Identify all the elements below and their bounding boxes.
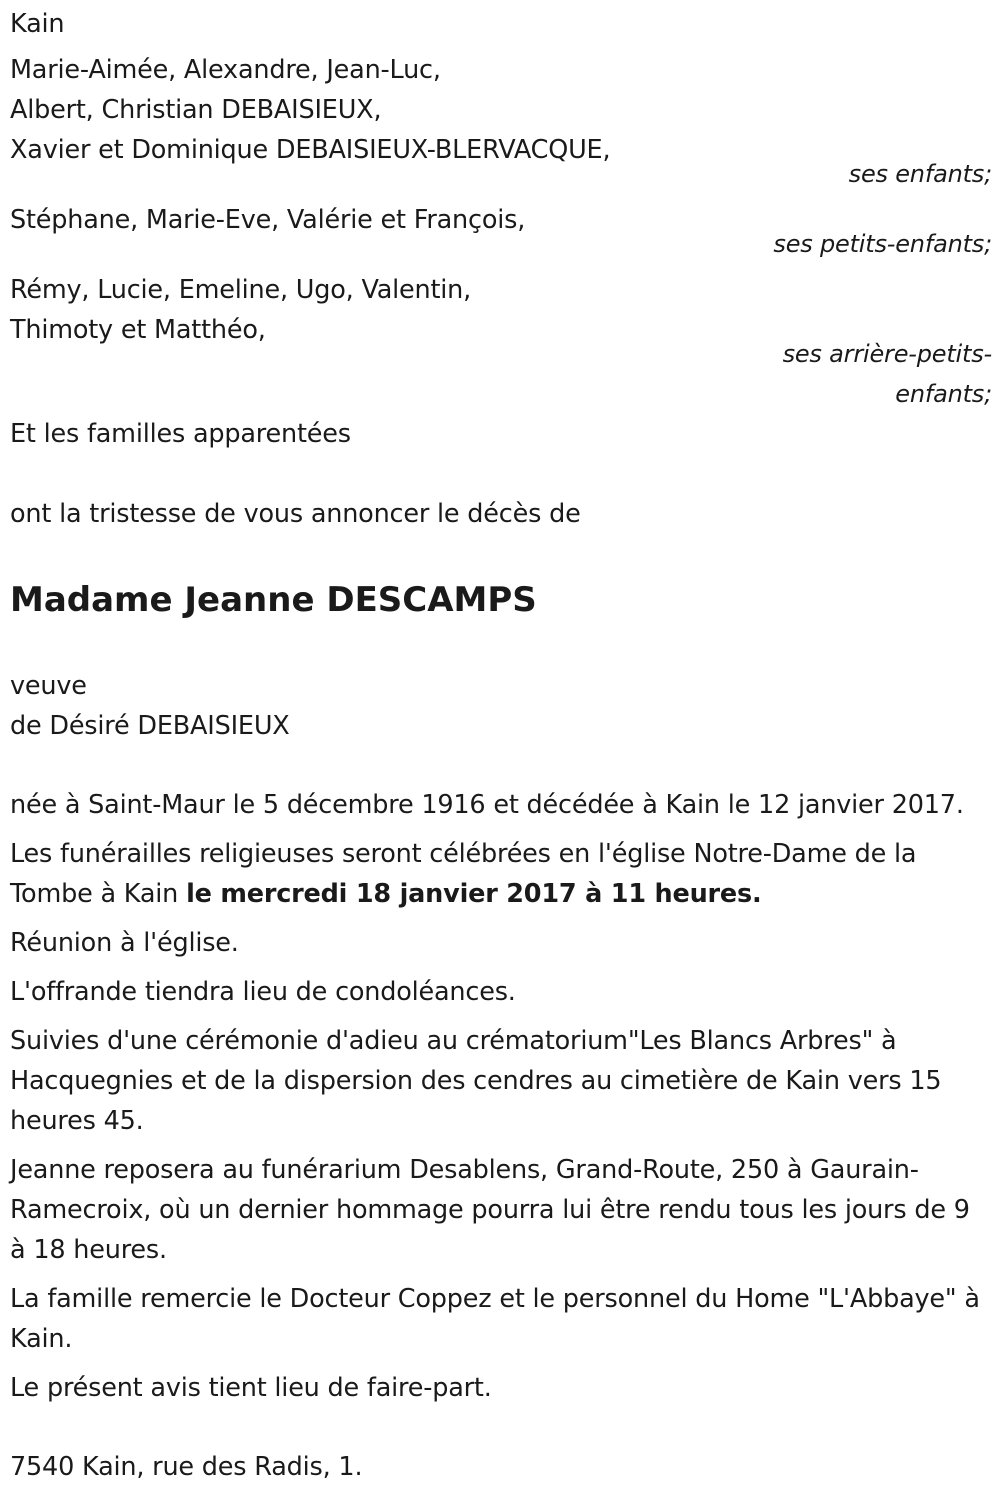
address-line: 7540 Kain, rue des Radis, 1. bbox=[10, 1452, 363, 1482]
great-grandchildren-role-line: ses arrière-petits- bbox=[782, 340, 992, 368]
funeral-text: Les funérailles religieuses seront célébrées en l'église Notre-Dame de la Tombe à Kain bbox=[10, 839, 917, 909]
grandchildren-block bbox=[10, 200, 992, 264]
spacer bbox=[10, 454, 992, 494]
obituary-notice bbox=[10, 4, 992, 1487]
relatives-line: Et les familles apparentées bbox=[10, 419, 351, 449]
rest-paragraph: Jeanne reposera au funérarium Desablens, Grand-Route, 250 à Gaurain-Ramecroix, où un dernier hommage pourra lui être rendu tous les jours de 9 à 18 heures. bbox=[10, 1155, 970, 1265]
children-line: Albert, Christian DEBAISIEUX, bbox=[10, 95, 382, 125]
thanks-paragraph: La famille remercie le Docteur Coppez et le personnel du Home "L'Abbaye" à Kain. bbox=[10, 1284, 980, 1354]
children-block bbox=[10, 50, 992, 194]
deceased-name: Madame Jeanne DESCAMPS bbox=[10, 580, 537, 620]
great-grandchildren-line: Thimoty et Matthéo, bbox=[10, 315, 266, 345]
notice-paragraph: Le présent avis tient lieu de faire-part. bbox=[10, 1373, 492, 1403]
offering-paragraph: L'offrande tiendra lieu de condoléances. bbox=[10, 977, 516, 1007]
meeting-paragraph: Réunion à l'église. bbox=[10, 928, 239, 958]
announcement-line: ont la tristesse de vous annoncer le décès de bbox=[10, 499, 581, 529]
great-grandchildren-role-line: enfants; bbox=[895, 380, 992, 408]
birth-death-paragraph: née à Saint-Maur le 5 décembre 1916 et décédée à Kain le 12 janvier 2017. bbox=[10, 790, 964, 820]
widow-status: veuve bbox=[10, 671, 87, 701]
spacer bbox=[10, 746, 992, 785]
great-grandchildren-block bbox=[10, 270, 992, 414]
spacer bbox=[10, 534, 992, 578]
funeral-paragraph bbox=[10, 834, 992, 914]
grandchildren-line: Stéphane, Marie-Eve, Valérie et François, bbox=[10, 205, 526, 235]
funeral-date: le mercredi 18 janvier 2017 à 11 heures. bbox=[186, 879, 762, 909]
great-grandchildren-line: Rémy, Lucie, Emeline, Ugo, Valentin, bbox=[10, 275, 472, 305]
children-role: ses enfants; bbox=[848, 160, 992, 188]
children-line: Marie-Aimée, Alexandre, Jean-Luc, bbox=[10, 55, 441, 85]
spouse-name: de Désiré DEBAISIEUX bbox=[10, 711, 290, 741]
ceremony-paragraph: Suivies d'une cérémonie d'adieu au crématorium"Les Blancs Arbres" à Hacquegnies et de la dispersion des cendres au cimetière de Kain vers 15 heures 45. bbox=[10, 1026, 942, 1136]
children-line: Xavier et Dominique DEBAISIEUX-BLERVACQUE, bbox=[10, 135, 611, 165]
spacer bbox=[10, 622, 992, 666]
spacer bbox=[10, 1417, 992, 1447]
grandchildren-role: ses petits-enfants; bbox=[773, 230, 992, 258]
location-heading: Kain bbox=[10, 9, 65, 39]
